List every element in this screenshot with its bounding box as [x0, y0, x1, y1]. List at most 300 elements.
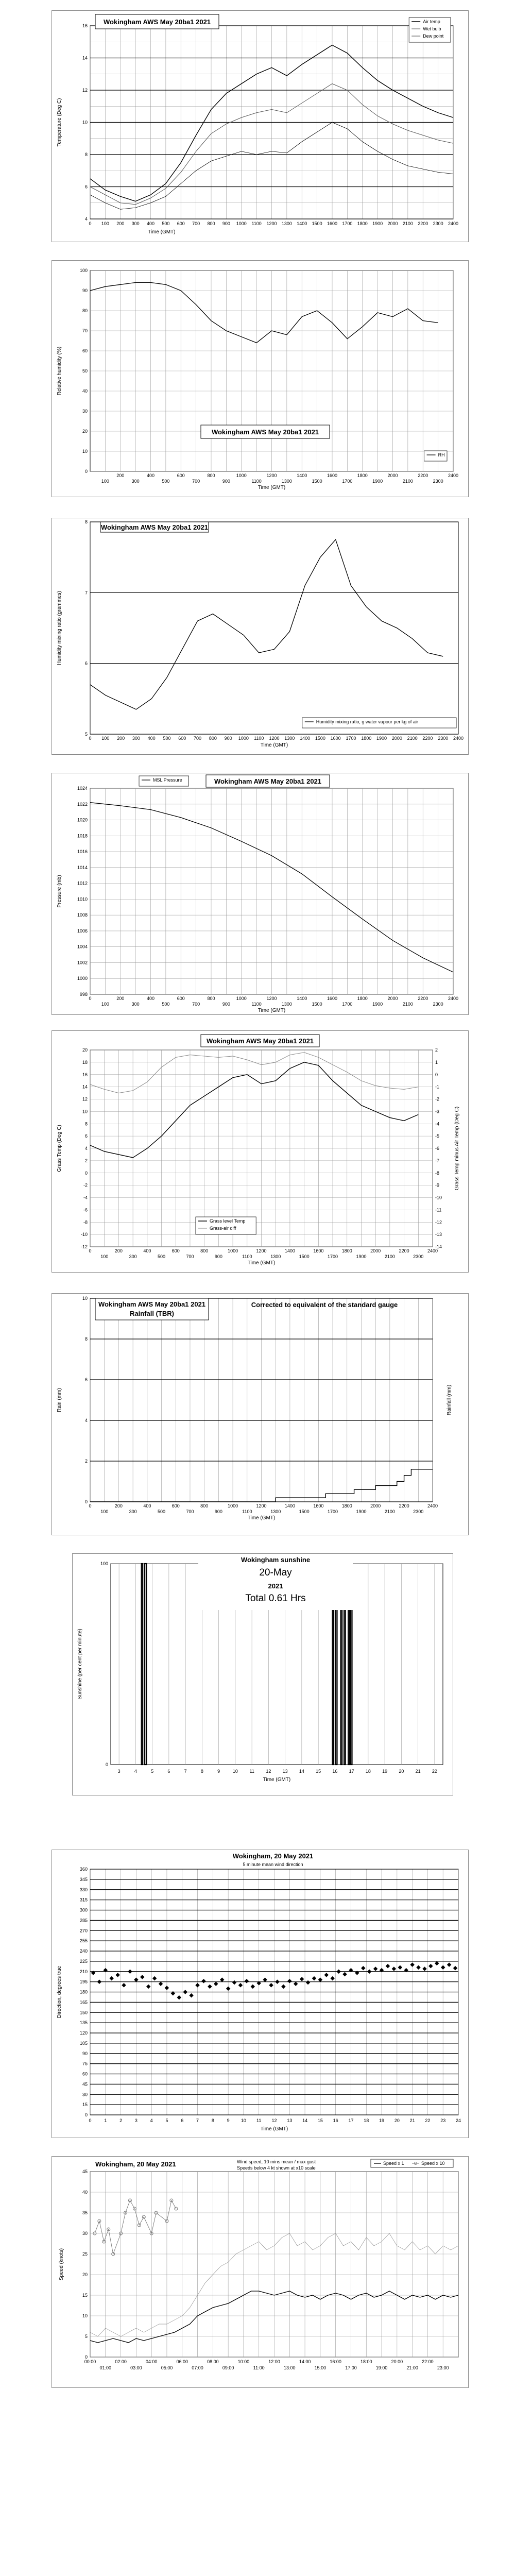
y-tick-label: 12	[82, 1096, 88, 1102]
x-tick-label: 11:00	[253, 2365, 265, 2370]
y-axis-label: Sunshine (per cent per minute)	[77, 1629, 83, 1700]
y-tick-label: 100	[79, 268, 88, 273]
x-tick-label: 100	[101, 479, 109, 484]
x-tick-label: 0	[89, 736, 92, 741]
x-tick-label: 1600	[330, 736, 341, 741]
wind-direction-chart-panel	[52, 1850, 469, 2138]
y-tick-label: 1018	[77, 833, 88, 839]
x-tick-label: 2000	[391, 736, 402, 741]
y-tick-label: 35	[82, 2210, 88, 2215]
y-tick-label: -2	[83, 1182, 88, 1188]
y-tick-label: -8	[83, 1219, 88, 1225]
x-tick-label: 100	[100, 1509, 109, 1514]
x-tick-label: 600	[177, 221, 185, 226]
x-tick-label: 700	[192, 221, 200, 226]
x-tick-label: 800	[200, 1248, 209, 1253]
x-tick-label: 1800	[357, 221, 368, 226]
chart-note: Corrected to equivalent of the standard gauge	[251, 1301, 398, 1309]
x-tick-label: 16	[333, 2118, 338, 2123]
x-tick-label: 1900	[356, 1509, 367, 1514]
x-tick-label: 12	[271, 2118, 277, 2123]
x-tick-label: 02:00	[115, 2359, 127, 2364]
x-tick-label: 200	[116, 221, 125, 226]
x-tick-label: 18	[364, 2118, 369, 2123]
x-tick-label: 2100	[402, 221, 413, 226]
y-tick-label: 50	[82, 368, 88, 374]
legend-label: Dew point	[423, 33, 444, 39]
y-tick-label: 1008	[77, 912, 88, 918]
x-tick-label: 1100	[254, 736, 264, 741]
y-tick-label: 16	[82, 23, 88, 28]
x-tick-label: 1000	[228, 1503, 238, 1509]
x-tick-label: 200	[116, 996, 125, 1001]
y-tick-label: 8	[84, 1121, 88, 1127]
x-tick-label: 1800	[341, 1248, 352, 1253]
y-tick-label: 70	[82, 328, 88, 333]
y-tick-label: -13	[435, 1232, 442, 1238]
legend-label: Air temp	[423, 19, 440, 24]
y-tick-label: 60	[82, 348, 88, 353]
y-tick-label: 6	[84, 1377, 88, 1382]
x-tick-label: 13:00	[284, 2365, 296, 2370]
y-tick-label: 4	[84, 1418, 88, 1423]
chart-title: Wokingham sunshine	[241, 1556, 311, 1564]
legend-label: RH	[438, 452, 445, 457]
temperature-chart	[52, 10, 469, 242]
x-tick-label: 700	[186, 1254, 194, 1259]
y-tick-label: 0	[84, 1499, 88, 1504]
x-tick-label: 1100	[251, 1002, 262, 1007]
grass-temp-chart-panel	[52, 1030, 469, 1273]
x-tick-label: 5	[151, 1769, 154, 1774]
y-tick-label: 1020	[77, 817, 88, 823]
y-tick-label: -11	[435, 1207, 442, 1213]
x-tick-label: 1800	[357, 473, 368, 478]
x-tick-label: 22	[432, 1769, 437, 1774]
legend-label: Grass level Temp	[210, 1218, 246, 1224]
x-axis-label: Time (GMT)	[260, 2126, 288, 2132]
y-axis-label: Humidity mixing ratio (grammes)	[57, 591, 62, 665]
y-tick-label: 6	[84, 1133, 88, 1139]
chart-title: Wokingham, 20 May 2021	[232, 1852, 314, 1860]
x-tick-label: 0	[89, 1503, 92, 1509]
x-tick-label: 1600	[313, 1503, 324, 1509]
x-tick-label: 04:00	[145, 2359, 158, 2364]
y-tick-label: 5	[84, 732, 88, 737]
x-tick-label: 1500	[299, 1254, 310, 1259]
pressure-chart-panel	[52, 773, 469, 1015]
x-tick-label: 1500	[315, 736, 325, 741]
y-tick-label: 20	[82, 1047, 88, 1053]
x-tick-label: 2000	[370, 1248, 381, 1253]
y-tick-label: 1006	[77, 928, 88, 934]
legend-label: Wet bulb	[423, 26, 441, 31]
x-tick-label: 19:00	[375, 2365, 388, 2370]
x-tick-label: 500	[162, 1002, 170, 1007]
x-tick-label: 1900	[356, 1254, 367, 1259]
x-tick-label: 20	[394, 2118, 400, 2123]
y-tick-label: 180	[79, 1989, 88, 1995]
x-tick-label: 2100	[402, 1002, 413, 1007]
y-tick-label: 330	[79, 1887, 88, 1892]
chart-subtitle: 5 minute mean wind direction	[243, 1862, 303, 1867]
y-tick-label: -6	[435, 1146, 440, 1151]
x-tick-label: 1600	[327, 473, 338, 478]
x-tick-label: 700	[192, 479, 200, 484]
x-tick-label: 400	[146, 221, 155, 226]
x-tick-label: 5	[165, 2118, 168, 2123]
x-tick-label: 800	[209, 736, 217, 741]
x-tick-label: 24	[455, 2118, 461, 2123]
x-tick-label: 10	[232, 1769, 238, 1774]
x-tick-label: 1500	[312, 221, 322, 226]
y-tick-label: 360	[79, 1867, 88, 1872]
x-tick-label: 4	[134, 1769, 137, 1774]
y-axis-label: Temperature (Deg C)	[57, 98, 62, 147]
y-tick-label: -4	[435, 1121, 440, 1127]
y-tick-label: 2	[84, 1459, 88, 1464]
y-tick-label: -14	[435, 1244, 442, 1249]
x-tick-label: 2100	[402, 479, 413, 484]
chart-title: Wokingham AWS May 20ba1 2021	[103, 18, 211, 26]
y-tick-label: 285	[79, 1918, 88, 1923]
mixing-ratio-chart	[52, 518, 469, 755]
y-tick-label: -8	[435, 1170, 440, 1176]
y-tick-label: 8	[84, 1336, 88, 1342]
x-tick-label: 2300	[433, 221, 443, 226]
plot-area	[90, 522, 458, 734]
x-tick-label: 900	[222, 1002, 230, 1007]
x-tick-label: 11	[256, 2118, 262, 2123]
chart-date: 20-May	[259, 1567, 292, 1578]
y-tick-label: -4	[83, 1195, 88, 1200]
x-tick-label: 23	[440, 2118, 446, 2123]
x-tick-label: 2400	[448, 221, 459, 226]
x-tick-label: 1000	[236, 996, 247, 1001]
x-tick-label: 1800	[357, 996, 368, 1001]
x-tick-label: 3	[134, 2118, 138, 2123]
y-tick-label: 0	[84, 1170, 88, 1176]
x-tick-label: 11	[249, 1769, 254, 1774]
y-tick-label: 1014	[77, 865, 88, 870]
x-tick-label: 800	[207, 221, 215, 226]
chart-note: Speeds below 4 kt shown at x10 scale	[237, 2165, 316, 2171]
x-tick-label: 500	[158, 1509, 166, 1514]
x-tick-label: 1200	[256, 1248, 267, 1253]
x-tick-label: 2200	[422, 736, 433, 741]
y-tick-label: 100	[100, 1561, 108, 1566]
chart-title: Wokingham, 20 May 2021	[95, 2160, 176, 2168]
x-tick-label: 800	[200, 1503, 209, 1509]
y-tick-label: 4	[84, 216, 88, 222]
chart-title: Wokingham AWS May 20ba1 2021	[206, 1037, 314, 1045]
x-tick-label: 18	[365, 1769, 371, 1774]
x-axis-label: Time (GMT)	[258, 485, 286, 490]
x-tick-label: 6	[167, 1769, 170, 1774]
sunshine-chart-panel	[72, 1553, 453, 1795]
y-tick-label: 4	[84, 1146, 88, 1151]
x-tick-label: 1600	[313, 1248, 324, 1253]
x-tick-label: 1700	[346, 736, 356, 741]
x-axis-label: Time (GMT)	[147, 229, 176, 235]
y-tick-label: -2	[435, 1096, 440, 1102]
x-tick-label: 18:00	[360, 2359, 372, 2364]
x-tick-label: 2000	[387, 221, 398, 226]
x-tick-label: 21	[415, 1769, 421, 1774]
y-tick-label: 20	[82, 2272, 88, 2277]
x-tick-label: 1600	[327, 996, 338, 1001]
x-tick-label: 800	[207, 996, 215, 1001]
x-tick-label: 12	[266, 1769, 271, 1774]
y-tick-label: 10	[82, 1296, 88, 1301]
y-tick-label: 300	[79, 1907, 88, 1913]
y-tick-label: 45	[82, 2169, 88, 2174]
x-tick-label: 2400	[448, 473, 459, 478]
x-tick-label: 2400	[427, 1248, 438, 1253]
wind-speed-chart-panel	[52, 2156, 469, 2388]
y-tick-label: 0	[435, 1072, 438, 1077]
y-tick-label: 270	[79, 1928, 88, 1934]
x-tick-label: 3	[117, 1769, 121, 1774]
x-tick-label: 2200	[418, 996, 428, 1001]
x-tick-label: 900	[214, 1509, 222, 1514]
x-tick-label: 16:00	[330, 2359, 341, 2364]
x-tick-label: 14:00	[299, 2359, 311, 2364]
x-tick-label: 1300	[284, 736, 295, 741]
y-axis-label: Direction, degrees true	[57, 1965, 62, 2019]
x-tick-label: 1700	[342, 1002, 353, 1007]
x-tick-label: 1800	[361, 736, 372, 741]
x-tick-label: 700	[192, 1002, 200, 1007]
y-tick-label: 14	[82, 1084, 88, 1090]
y-tick-label: 195	[79, 1979, 88, 1985]
y-tick-label: 255	[79, 1938, 88, 1944]
x-tick-label: 100	[101, 221, 109, 226]
humidity-chart	[52, 260, 469, 497]
y-axis-label: Relative humidity (%)	[57, 346, 62, 396]
x-tick-label: 1400	[297, 473, 307, 478]
x-tick-label: 800	[207, 473, 215, 478]
x-tick-label: 900	[214, 1254, 222, 1259]
x-tick-label: 1200	[266, 996, 277, 1001]
legend-label: Grass-air diff	[210, 1226, 236, 1231]
x-tick-label: 100	[101, 1002, 109, 1007]
x-tick-label: 2	[119, 2118, 123, 2123]
y-axis-label: Pressure (mb)	[57, 875, 62, 908]
x-tick-label: 01:00	[99, 2365, 112, 2370]
x-tick-label: 2000	[387, 473, 398, 478]
y-tick-label: 10	[82, 120, 88, 125]
x-tick-label: 19	[379, 2118, 385, 2123]
y-tick-label: 225	[79, 1958, 88, 1964]
y-axis-label: Grass Temp (Deg C)	[57, 1125, 62, 1172]
x-tick-label: 2300	[433, 479, 443, 484]
y-tick-label: 0	[84, 2354, 88, 2360]
y-tick-label: 10	[82, 449, 88, 454]
x-tick-label: 500	[163, 736, 171, 741]
x-tick-label: 900	[224, 736, 232, 741]
x-tick-label: 1000	[228, 1248, 238, 1253]
x-tick-label: 1	[104, 2118, 107, 2123]
x-tick-label: 2200	[399, 1503, 409, 1509]
x-tick-label: 500	[158, 1254, 166, 1259]
x-tick-label: 1000	[236, 473, 247, 478]
x-tick-label: 1200	[266, 473, 277, 478]
x-tick-label: 14	[302, 2118, 308, 2123]
y-tick-label: -3	[435, 1109, 440, 1114]
x-tick-label: 20	[399, 1769, 404, 1774]
x-tick-label: 07:00	[192, 2365, 203, 2370]
x-tick-label: 300	[131, 1002, 140, 1007]
y-tick-label: 0	[105, 1762, 108, 1767]
x-tick-label: 09:00	[222, 2365, 234, 2370]
x-tick-label: 17:00	[345, 2365, 357, 2370]
x-tick-label: 1100	[251, 221, 262, 226]
y-tick-label: 8	[84, 519, 88, 524]
y-tick-label: -5	[435, 1133, 440, 1139]
y-tick-label: -9	[435, 1182, 440, 1188]
legend-label: Speed x 10	[421, 2161, 445, 2166]
x-tick-label: 06:00	[176, 2359, 188, 2364]
x-tick-label: 1000	[236, 221, 247, 226]
x-tick-label: 03:00	[130, 2365, 142, 2370]
x-tick-label: 21:00	[406, 2365, 418, 2370]
chart-title: Wokingham AWS May 20ba1 2021	[98, 1300, 206, 1308]
x-tick-label: 700	[194, 736, 202, 741]
y-tick-label: 75	[82, 2061, 88, 2066]
x-tick-label: 300	[132, 736, 140, 741]
y-tick-label: 0	[84, 2112, 88, 2117]
x-tick-label: 21	[409, 2118, 415, 2123]
y-tick-label: 5	[84, 2334, 88, 2339]
x-tick-label: 300	[129, 1509, 137, 1514]
x-tick-label: 2100	[384, 1509, 395, 1514]
chart-note: Wind speed, 10 mins mean / max gust	[237, 2159, 316, 2164]
y-tick-label: 15	[82, 2102, 88, 2108]
x-tick-label: 1300	[281, 1002, 292, 1007]
x-tick-label: 00:00	[84, 2359, 96, 2364]
x-tick-label: 0	[89, 996, 92, 1001]
y-tick-label: 8	[84, 152, 88, 157]
y-tick-label: 1024	[77, 786, 88, 791]
x-tick-label: 4	[150, 2118, 153, 2123]
x-tick-label: 1300	[281, 479, 292, 484]
y-tick-label: 1002	[77, 960, 88, 965]
x-tick-label: 08:00	[207, 2359, 219, 2364]
x-tick-label: 1100	[242, 1509, 252, 1514]
y-tick-label: -12	[80, 1244, 88, 1249]
y-tick-label: 7	[84, 590, 88, 596]
x-tick-label: 15	[316, 1769, 321, 1774]
y-tick-label: 1000	[77, 976, 88, 981]
y-tick-label: 135	[79, 2020, 88, 2026]
y-tick-label: 2	[84, 1158, 88, 1163]
x-tick-label: 7	[184, 1769, 187, 1774]
y-tick-label: 165	[79, 1999, 88, 2005]
x-tick-label: 6	[181, 2118, 184, 2123]
x-tick-label: 200	[116, 473, 125, 478]
x-tick-label: 1300	[270, 1509, 281, 1514]
x-tick-label: 1900	[372, 1002, 383, 1007]
y-tick-label: 30	[82, 2231, 88, 2236]
x-tick-label: 1400	[297, 996, 307, 1001]
x-tick-label: 1100	[251, 479, 262, 484]
x-tick-label: 13	[282, 1769, 288, 1774]
x-tick-label: 600	[177, 996, 185, 1001]
chart-title: Wokingham AWS May 20ba1 2021	[100, 523, 209, 531]
x-tick-label: 600	[171, 1248, 180, 1253]
x-tick-label: 700	[186, 1509, 194, 1514]
x-tick-label: 2300	[438, 736, 449, 741]
x-tick-label: 12:00	[268, 2359, 280, 2364]
y-tick-label: 998	[79, 992, 88, 997]
x-tick-label: 17	[348, 2118, 354, 2123]
x-tick-label: 23:00	[437, 2365, 449, 2370]
y-tick-label: 30	[82, 2092, 88, 2097]
x-tick-label: 1400	[284, 1248, 295, 1253]
x-tick-label: 8	[200, 1769, 203, 1774]
y-tick-label: -1	[435, 1084, 440, 1090]
x-tick-label: 2200	[418, 221, 428, 226]
x-tick-label: 400	[143, 1248, 151, 1253]
y-axis-label: Speed (knots)	[59, 2248, 64, 2281]
wind-speed-chart	[52, 2156, 469, 2388]
x-tick-label: 1700	[328, 1254, 338, 1259]
x-tick-label: 14	[299, 1769, 304, 1774]
y-tick-label: 80	[82, 308, 88, 313]
y-tick-label: 90	[82, 2050, 88, 2056]
y-tick-label: 240	[79, 1948, 88, 1954]
grass-temp-chart	[52, 1030, 469, 1273]
y-tick-label: 1	[435, 1059, 438, 1065]
x-tick-label: 20:00	[391, 2359, 403, 2364]
y-tick-label: 12	[82, 88, 88, 93]
x-tick-label: 7	[196, 2118, 199, 2123]
x-tick-label: 100	[101, 736, 110, 741]
x-tick-label: 2300	[433, 1002, 443, 1007]
y-tick-label: 15	[82, 2293, 88, 2298]
x-tick-label: 400	[147, 736, 156, 741]
x-tick-label: 1900	[372, 479, 383, 484]
x-tick-label: 2300	[413, 1509, 424, 1514]
x-tick-label: 1700	[328, 1509, 338, 1514]
y-tick-label: 30	[82, 409, 88, 414]
x-tick-label: 500	[162, 479, 170, 484]
chart-title: Wokingham AWS May 20ba1 2021	[211, 428, 319, 436]
y-tick-label: 25	[82, 2251, 88, 2257]
x-tick-label: 0	[89, 221, 92, 226]
x-tick-label: 900	[222, 479, 230, 484]
x-tick-label: 2200	[418, 473, 428, 478]
y-tick-label: 60	[82, 2071, 88, 2077]
sunshine-chart	[72, 1553, 453, 1795]
x-tick-label: 500	[162, 221, 170, 226]
pressure-chart	[52, 773, 469, 1015]
x-tick-label: 400	[146, 473, 155, 478]
x-tick-label: 1200	[266, 221, 277, 226]
x-axis-label: Time (GMT)	[258, 1008, 286, 1013]
x-tick-label: 200	[114, 1503, 123, 1509]
x-tick-label: 05:00	[161, 2365, 173, 2370]
y-tick-label: 150	[79, 2010, 88, 2015]
y-tick-label: -10	[80, 1232, 88, 1238]
x-tick-label: 13	[287, 2118, 293, 2123]
rainfall-chart-panel	[52, 1293, 469, 1535]
rainfall-chart	[52, 1293, 469, 1535]
legend-label: MSL Pressure	[153, 777, 182, 783]
x-tick-label: 2400	[427, 1503, 438, 1509]
x-tick-label: 600	[177, 473, 185, 478]
